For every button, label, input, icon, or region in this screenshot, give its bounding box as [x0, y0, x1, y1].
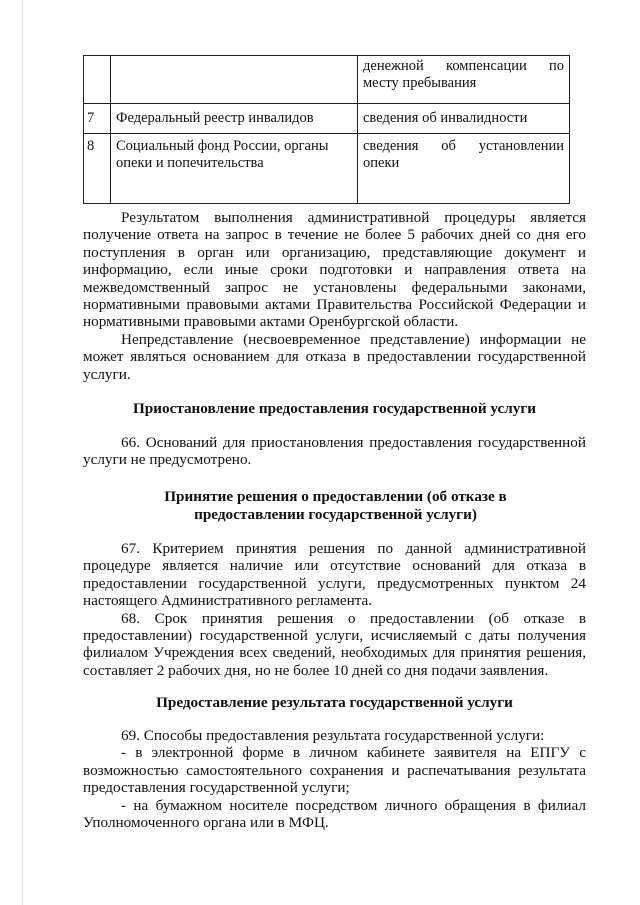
- row-number: [84, 56, 111, 104]
- result-paragraph: Результатом выполнения административной процедуры является получение ответа на запрос в течение не более 5 рабочих дней со дня его поступления в орган или организацию, представляющие документ и информацию, если иные сроки подготовки и направления ответа на межведомственный запрос не установлены федеральными законами, нормативными правовыми актами Правительства Российской Федерации и нормативными правовыми актами Оренбургской области.: [83, 209, 586, 331]
- decision-section: [108, 488, 563, 524]
- paragraph-69: 69. Способы предоставления результата государственной услуги:: [121, 727, 545, 744]
- data-source: Социальный фонд России, органы опеки и попечительства: [111, 134, 358, 204]
- paragraph-67: 67. Критерием принятия решения по данной административной процедуре является наличие или отсутствие оснований для отказа в предоставлении государственной услуги, предусмотренных пунктом 24 настоящего Административного регламента.: [83, 540, 586, 610]
- paragraph-66: 66. Оснований для приостановления предоставления государственной услуги не предусмотрено.: [83, 434, 586, 469]
- row-number: 8: [84, 134, 111, 204]
- result-text-block: [83, 209, 586, 383]
- info-description: сведения об установлении опеки: [358, 134, 570, 204]
- nonsubmission-paragraph: Непредставление (несвоевременное представление) информации не может являться основанием для отказа в предоставлении государственной услуги.: [83, 330, 586, 383]
- interagency-request-table: [83, 55, 570, 204]
- section-heading: Приостановление предоставления государственной услуги: [132, 400, 537, 417]
- section-heading: Предоставление результата государственной услуги: [156, 694, 513, 711]
- data-source: [111, 56, 358, 104]
- info-description: денежной компенсации по месту пребывания: [358, 56, 570, 104]
- paragraph-68: 68. Срок принятия решения о предоставлении (об отказе в предоставлении) государственной услуги, исчисляемый с даты получения филиалом Учреждения всех сведений, необходимых для принятия решения, составляет 2 рабочих дня, но не более 10 дней со дня подачи заявления.: [83, 609, 586, 679]
- list-item: - на бумажном носителе посредством личного обращения в филиал Уполномоченного органа или в МФЦ.: [83, 796, 586, 832]
- suspension-section: [83, 400, 586, 418]
- scan-edge-line: [22, 0, 23, 905]
- decision-text-block: [83, 540, 586, 679]
- info-description: сведения об инвалидности: [358, 104, 570, 134]
- table-row: [84, 104, 570, 134]
- data-source: Федеральный реестр инвалидов: [111, 104, 358, 134]
- section-heading: Принятие решения о предоставлении (об отказе в предоставлении государственной услуги): [164, 488, 507, 523]
- list-item: - в электронной форме в личном кабинете заявителя на ЕПГУ с возможностью самостоятельного сохранения и распечатывания результата предоставления государственной услуги;: [83, 744, 586, 797]
- result-section: [83, 694, 586, 712]
- table-row: [84, 134, 570, 204]
- paragraph-66-block: [83, 434, 586, 469]
- row-number: 7: [84, 104, 111, 134]
- table-row: [84, 56, 570, 104]
- result-methods-block: [83, 727, 586, 831]
